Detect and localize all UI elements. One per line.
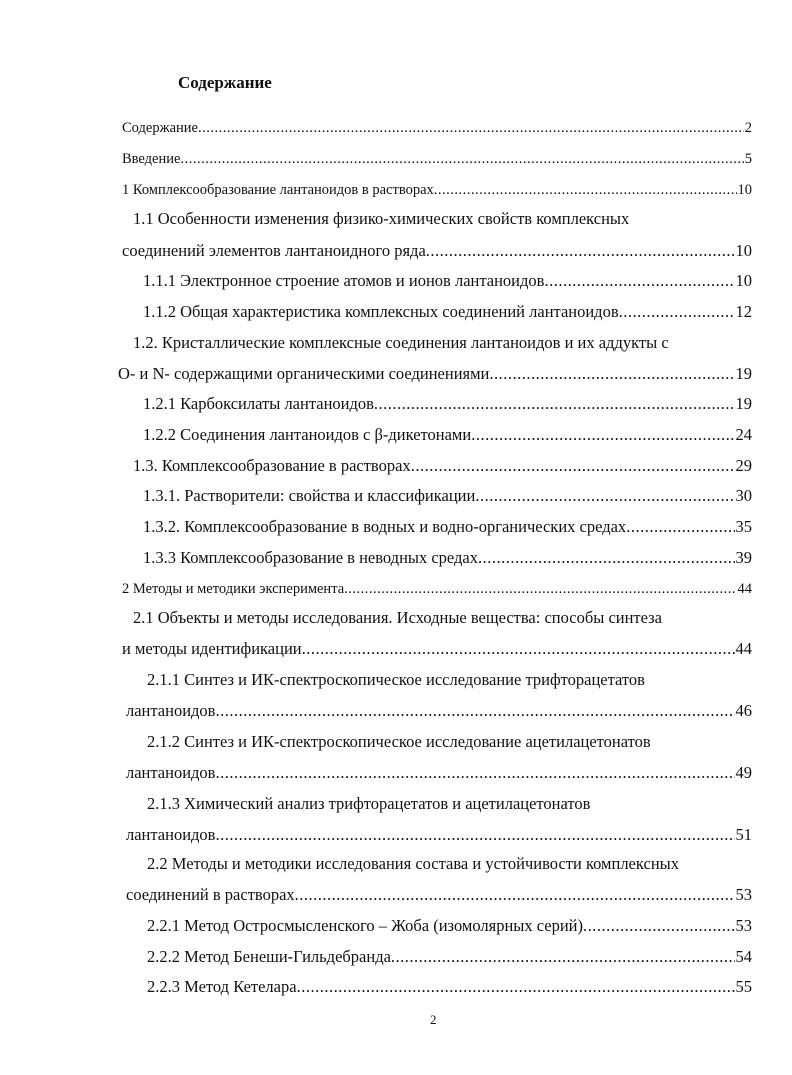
toc-entry-page: 53 — [735, 885, 752, 904]
toc-leader — [426, 240, 735, 262]
toc-entry-title-line1: 2.1.2 Синтез и ИК-спектроскопическое исследование ацетилацетонатов — [147, 732, 651, 751]
toc-entry[interactable] — [143, 393, 752, 415]
toc-entry-page: 30 — [735, 486, 752, 505]
toc-entry[interactable] — [143, 301, 752, 323]
toc-entry-page: 19 — [735, 364, 752, 383]
toc-leader — [295, 884, 735, 906]
toc-entry[interactable] — [133, 455, 752, 477]
toc-leader — [198, 117, 744, 139]
toc-entry[interactable] — [118, 363, 752, 385]
toc-leader — [626, 516, 734, 538]
toc-leader — [297, 976, 735, 998]
page-title: Содержание — [178, 73, 272, 92]
toc-entry-title: соединений в растворах — [126, 885, 295, 904]
toc-leader — [619, 301, 735, 323]
toc-entry[interactable] — [122, 117, 752, 139]
toc-entry-title: и методы идентификации — [122, 639, 302, 658]
toc-entry-title: 1.3.3 Комплексообразование в неводных средах — [143, 548, 479, 567]
toc-entry-page: 10 — [737, 182, 752, 198]
toc-entry-title-line1: 2.1.3 Химический анализ трифторацетатов и ацетилацетонатов — [147, 794, 591, 813]
toc-entry-page: 54 — [735, 947, 752, 966]
toc-entry-page: 39 — [735, 548, 752, 567]
toc-entry[interactable] — [143, 516, 752, 538]
toc-leader — [434, 179, 737, 201]
toc-leader — [411, 455, 735, 477]
toc-entry-page: 51 — [735, 825, 752, 844]
toc-entry[interactable] — [143, 270, 752, 292]
toc-leader — [478, 547, 734, 569]
toc-entry-page: 29 — [735, 456, 752, 475]
toc-leader — [302, 638, 735, 660]
toc-entry-page: 24 — [735, 425, 752, 444]
toc-entry-page: 55 — [735, 977, 752, 996]
toc-leader — [475, 485, 734, 507]
toc-leader — [391, 946, 735, 968]
toc-entry[interactable] — [147, 946, 752, 968]
toc-entry-page: 10 — [735, 241, 752, 260]
toc-entry[interactable] — [147, 976, 752, 998]
toc-entry-page: 44 — [737, 581, 752, 597]
toc-entry-page: 19 — [735, 394, 752, 413]
toc-entry-title: 1.3.1. Растворители: свойства и классификации — [143, 486, 476, 505]
toc-entry-title: лантаноидов — [126, 825, 216, 844]
toc-entry-title: 1.2.2 Соединения лантаноидов с β-дикетонами — [143, 425, 472, 444]
toc-entry-page: 46 — [735, 701, 752, 720]
toc-leader — [489, 363, 734, 385]
toc-entry-title: соединений элементов лантаноидного ряда — [122, 241, 426, 260]
toc-entry[interactable] — [147, 915, 752, 937]
toc-entry[interactable] — [122, 638, 752, 660]
toc-entry-title: лантаноидов — [126, 763, 216, 782]
toc-entry[interactable] — [126, 824, 752, 846]
toc-entry-title: 2.2.2 Метод Бенеши-Гильдебранда — [147, 947, 391, 966]
toc-entry[interactable] — [126, 884, 752, 906]
toc-leader — [180, 148, 743, 170]
toc-leader — [374, 393, 735, 415]
toc-entry[interactable] — [143, 424, 752, 446]
toc-entry-title: 1.1.1 Электронное строение атомов и ионов лантаноидов — [143, 271, 545, 290]
toc-leader — [344, 578, 736, 600]
toc-entry-title-line1: 2.2 Методы и методики исследования состава и устойчивости комплексных — [147, 854, 679, 873]
toc-entry-page: 5 — [744, 151, 752, 167]
toc-entry-page: 12 — [735, 302, 752, 321]
toc-entry[interactable] — [126, 762, 752, 784]
toc-entry-title: 1.2.1 Карбоксилаты лантаноидов — [143, 394, 374, 413]
page-number: 2 — [430, 1012, 437, 1027]
toc-entry[interactable] — [143, 547, 752, 569]
toc-entry-title: 1.1.2 Общая характеристика комплексных соединений лантаноидов — [143, 302, 619, 321]
toc-entry-title: 2.2.3 Метод Кетелара — [147, 977, 297, 996]
toc-leader — [215, 700, 734, 722]
toc-entry-page: 53 — [735, 916, 752, 935]
toc-entry[interactable] — [143, 485, 752, 507]
toc-entry-title: 1 Комплексообразование лантаноидов в растворах — [122, 182, 434, 198]
toc-entry-page: 10 — [735, 271, 752, 290]
toc-entry-title: 1.3.2. Комплексообразование в водных и водно-органических средах — [143, 517, 627, 536]
toc-entry[interactable] — [122, 240, 752, 262]
toc-entry[interactable] — [122, 179, 752, 201]
toc-entry-title-line1: 1.1 Особенности изменения физико-химических свойств комплексных — [133, 209, 630, 228]
toc-entry[interactable] — [126, 700, 752, 722]
toc-entry[interactable] — [122, 148, 752, 170]
toc-entry-title-line1: 2.1 Объекты и методы исследования. Исходные вещества: способы синтеза — [133, 608, 663, 627]
toc-leader — [215, 762, 734, 784]
toc-entry-title: 2 Методы и методики эксперимента — [122, 581, 345, 597]
toc-entry-page: 2 — [744, 120, 752, 136]
toc-entry-title: лантаноидов — [126, 701, 216, 720]
toc-leader — [215, 824, 734, 846]
toc-leader — [471, 424, 734, 446]
toc-entry-title-line1: 2.1.1 Синтез и ИК-спектроскопическое исследование трифторацетатов — [147, 670, 645, 689]
toc-entry-title: O- и N- содержащими органическими соединениями — [118, 364, 490, 383]
toc-entry-page: 35 — [735, 517, 752, 536]
toc-entry-title: Содержание — [122, 120, 198, 136]
toc-entry-page: 49 — [735, 763, 752, 782]
toc-entry-title: 2.2.1 Метод Остросмысленского – Жоба (изомолярных серий) — [147, 916, 583, 935]
toc-entry-title: Введение — [122, 151, 181, 167]
toc-leader — [544, 270, 734, 292]
toc-entry-title: 1.3. Комплексообразование в растворах — [133, 456, 411, 475]
toc-leader — [583, 915, 735, 937]
toc-entry-page: 44 — [735, 639, 752, 658]
toc-entry-title-line1: 1.2. Кристаллические комплексные соединения лантаноидов и их аддукты с — [133, 333, 669, 352]
toc-entry[interactable] — [122, 578, 752, 600]
